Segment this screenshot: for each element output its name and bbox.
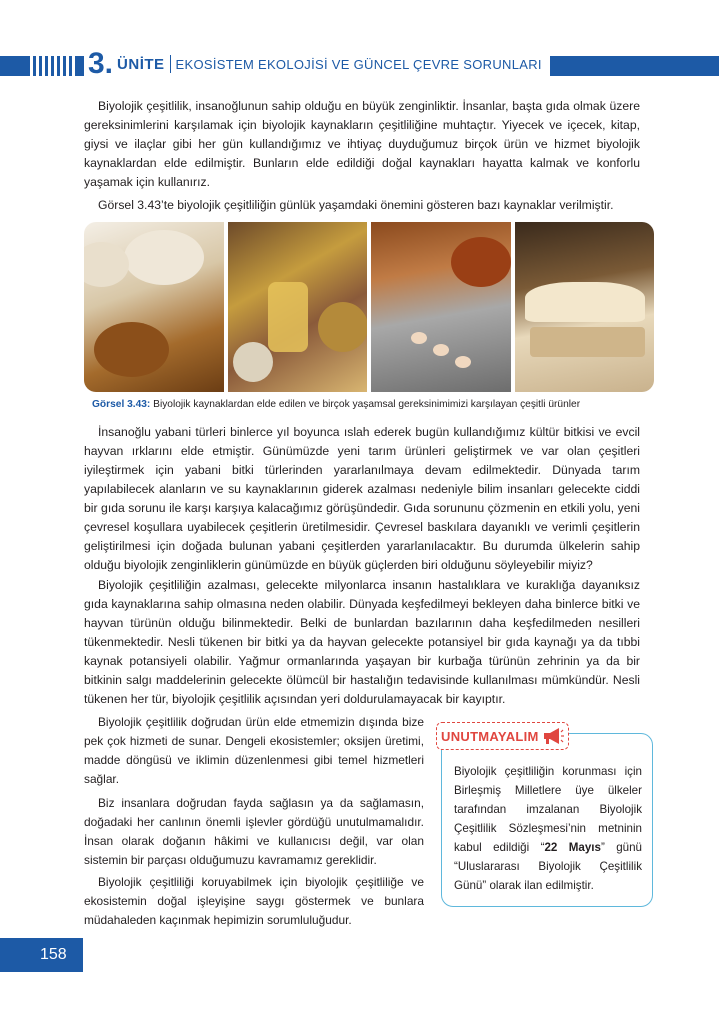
figure-label: Görsel 3.43: [92,399,151,410]
unit-header [0,47,719,80]
figure-photo-strip [84,222,654,392]
photo-herbs-oil [228,222,368,392]
reminder-date: 22 Mayıs [544,841,601,854]
unit-separator [170,55,171,73]
paragraph-body-3: Biyolojik çeşitlilik doğrudan ürün elde etmemizin dışında bize pek çok hizmeti de sunar. Dengeli ekosistemler; oksijen üretimi, madde döngüsü ve iklimin düzenlenmesi gibi temel hizmetleri sağlar. [84,715,424,786]
reminder-title: UNUTMAYALIM [441,728,539,744]
page-number: 158 [40,946,67,963]
photo-chicken-eggs [371,222,511,392]
unit-title [84,47,550,80]
paragraph-intro-2: Görsel 3.43’te biyolojik çeşitliliğin günlük yaşamdaki önemini gösteren bazı kaynaklar verilmiştir. [98,198,614,212]
photo-book [515,222,655,392]
paragraph-body-2: Biyolojik çeşitliliğin azalması, gelecekte milyonlarca insanın hastalıklara ve kuraklığa dayanıksız gıda kaynaklarına sahip olmasına neden olabilir. Dünyada keşfedilmeyi bekleyen daha binlerce bitki ve hayvan türünün olduğu bilinmektedir. Belki de bunlardan bazılarının daha keşfedilmeden nesilleri tükenmektedir. Nesli tükenen bir bitki ya da hayvan gelecekte potansiyel bir gıda kaynağı ya da tıbbi kaynak potansiyeli olabilir. Yağmur ormanlarında yaşayan bir kurbağa türünün zehrinin ya da bir bitkinin salgı maddelerinin gelecekte ölümcül bir hastalığın tedavisinde kullanılması mümkündür. Nesli tükenen her tür, biyolojik çeşitlilik açısından yeri doldurulamayacak bir kayıptır. [84,578,640,706]
figure-caption-text: Biyolojik kaynaklardan elde edilen ve birçok yaşamsal gereksinimimizi karşılayan çeşitli ürünler [150,399,581,410]
unit-topic: EKOSİSTEM EKOLOJİSİ VE GÜNCEL ÇEVRE SORUNLARI [175,56,542,72]
header-stripes [30,56,75,76]
photo-bread-wheat [84,222,224,392]
paragraph-body-1: İnsanoğlu yabani türleri binlerce yıl boyunca ıslah ederek bugün kullandığımız kültür bitkisi ve evcil hayvan ırklarını elde etmiştir. Günümüzde yeni tarım ürünleri geliştirmek ve var olan çeşitleri iyileştirmek için yabani bitki türlerinden yararlanılmaya devam edilmektedir. Dünyada tarım yapılabilecek alanların ve su kaynaklarının giderek azalması nedeniyle bilim insanları gelecekte ciddi bir gıda sorunu ile karşı karşıya kalacağımız görüşündedir. Gıda sorununu çözmenin en etkili yolu, yeni çevresel koşullara uyabilecek çeşitlerin üretilmesidir. Çevresel baskılara dayanıklı ve verimli çeşitlerin geliştirilmesi için doğada bulunan yabani çeşitlerden yararlanılacaktır. Bu durumda ülkelerin sahip olduğu biyolojik zenginliklerin günümüzde en büyük güçlerden biri olduğunu söyleyebilir miyiz? [84,425,640,572]
megaphone-icon [542,727,564,745]
unit-number: 3. [88,47,114,80]
reminder-header [436,722,569,750]
paragraph-body-5: Biyolojik çeşitliliği koruyabilmek için biyolojik çeşitliliğe ve ekosistemin doğal işleyişine saygı göstermek ve bunlara müdahaleden kaçınmak hepimizin sorumluluğudur. [84,875,424,927]
paragraph-body-4: Biz insanlara doğrudan fayda sağlasın ya da sağlamasın, doğadaki her canlının önemli işlevler gördüğü unutulmamalıdır. İnsan olarak doğanın hâkimi ve kullanıcısı değil, var olan sistemin bir parçası olduğumuzu kavramamız gereklidir. [84,796,424,867]
paragraph-intro-1: Biyolojik çeşitlilik, insanoğlunun sahip olduğu en büyük zenginliktir. İnsanlar, başta gıda olmak üzere gereksinimlerini karşılamak için biyolojik kaynakların çeşitliliğine muhtaçtır. Yiyecek ve içecek, kitap, giysi ve ilaçlar gibi her gün kullandığımız ve ihtiyaç duyduğumuz birçok ürün ve hizmet biyolojik kaynaklardan elde edilmiştir. Bunların elde edildiği doğal kaynakları hayatta kalmak ve konforlu yaşamak için kullanırız. [84,99,640,189]
reminder-text: Biyolojik çeşitliliğin korunması için Birleşmiş Milletlere üye ülkeler tarafından imzalanan Biyolojik Çeşitlilik Sözleşmesi’nin metninin kabul edildiği “22 Mayıs” günü “Uluslararası Biyolojik Çeşitlilik Günü” olarak ilan edilmiştir. [454,765,643,892]
unit-word: ÜNİTE [117,55,165,73]
figure-caption [92,399,580,410]
